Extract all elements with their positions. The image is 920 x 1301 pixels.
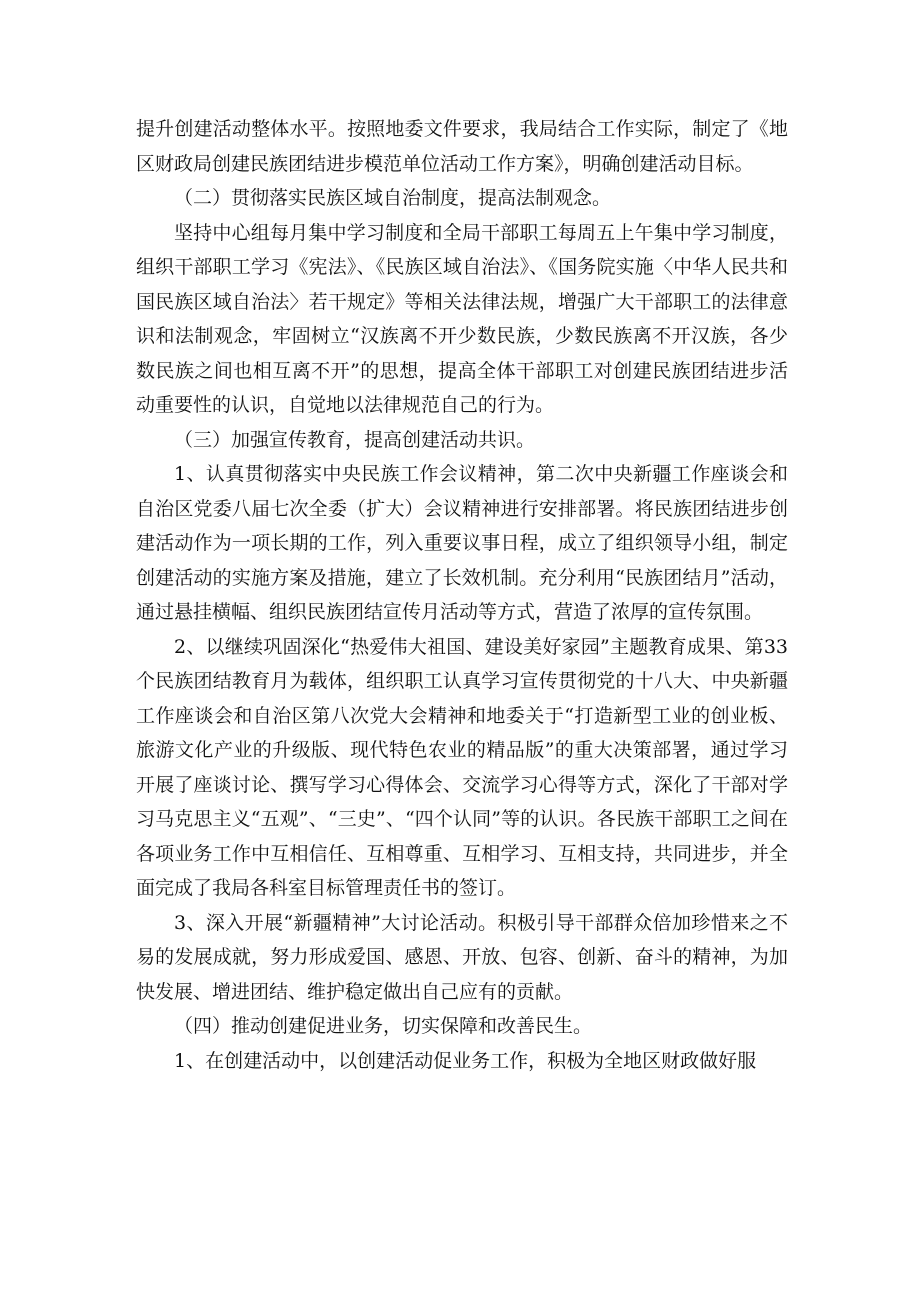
paragraph-continuation: 提升创建活动整体水平。按照地委文件要求，我局结合工作实际，制定了《地区财政局创建民族团结进步模范单位活动工作方案》，明确创建活动目标。 xyxy=(136,118,788,175)
paragraph-item-2: 2、以继续巩固深化“热爱伟大祖国、建设美好家园”主题教育成果、第33个民族团结教育月为载体，组织职工认真学习宣传贯彻党的十八大、中央新疆工作座谈会和自治区第八次党大会精神和地委关于“打造新型工业的创业板、旅游文化产业的升级版、现代特色农业的精品版”的重大决策部署，通过学习开展了座谈讨论、撰写学习心得体会、交流学习心得等方式，深化了干部对学习马克思主义“五观”、“三史”、“四个认同”等的认识。各民族干部职工之间在各项业务工作中互相信任、互相尊重、互相学习、互相支持，共同进步，并全面完成了我局各科室目标管理责任书的签订。 xyxy=(136,635,788,899)
paragraph-item-3: 3、深入开展“新疆精神”大讨论活动。积极引导干部群众倍加珍惜来之不易的发展成就，努力形成爱国、感恩、开放、包容、创新、奋斗的精神，为加快发展、增进团结、维护稳定做出自己应有的贡献。 xyxy=(136,911,788,1003)
paragraph-item-1: 1、认真贯彻落实中央民族工作会议精神，第二次中央新疆工作座谈会和自治区党委八届七次全委（扩大）会议精神进行安排部署。将民族团结进步创建活动作为一项长期的工作，列入重要议事日程，成立了组织领导小组，制定创建活动的实施方案及措施，建立了长效机制。充分利用“民族团结月”活动，通过悬挂横幅、组织民族团结宣传月活动等方式，营造了浓厚的宣传氛围。 xyxy=(136,463,788,623)
section-heading-2: （二）贯彻落实民族区域自治制度，提高法制观念。 xyxy=(174,187,612,209)
paragraph-legal-study: 坚持中心组每月集中学习制度和全局干部职工每周五上午集中学习制度，组织干部职工学习《宪法》、《民族区域自治法》、《国务院实施〈中华人民共和国民族区域自治法〉若干规定》等相关法律法规，增强广大干部职工的法律意识和法制观念，牢固树立“汉族离不开少数民族，少数民族离不开汉族，各少数民族之间也相互离不开”的思想，提高全体干部职工对创建民族团结进步活动重要性的认识，自觉地以法律规范自己的行为。 xyxy=(136,221,788,416)
section-heading-4: （四）推动创建促进业务，切实保障和改善民生。 xyxy=(174,1015,593,1037)
section-heading-3: （三）加强宣传教育，提高创建活动共识。 xyxy=(174,428,536,451)
document-body xyxy=(136,112,788,1078)
paragraph-item-4-1: 1、在创建活动中，以创建活动促业务工作，积极为全地区财政做好服 xyxy=(174,1049,757,1072)
